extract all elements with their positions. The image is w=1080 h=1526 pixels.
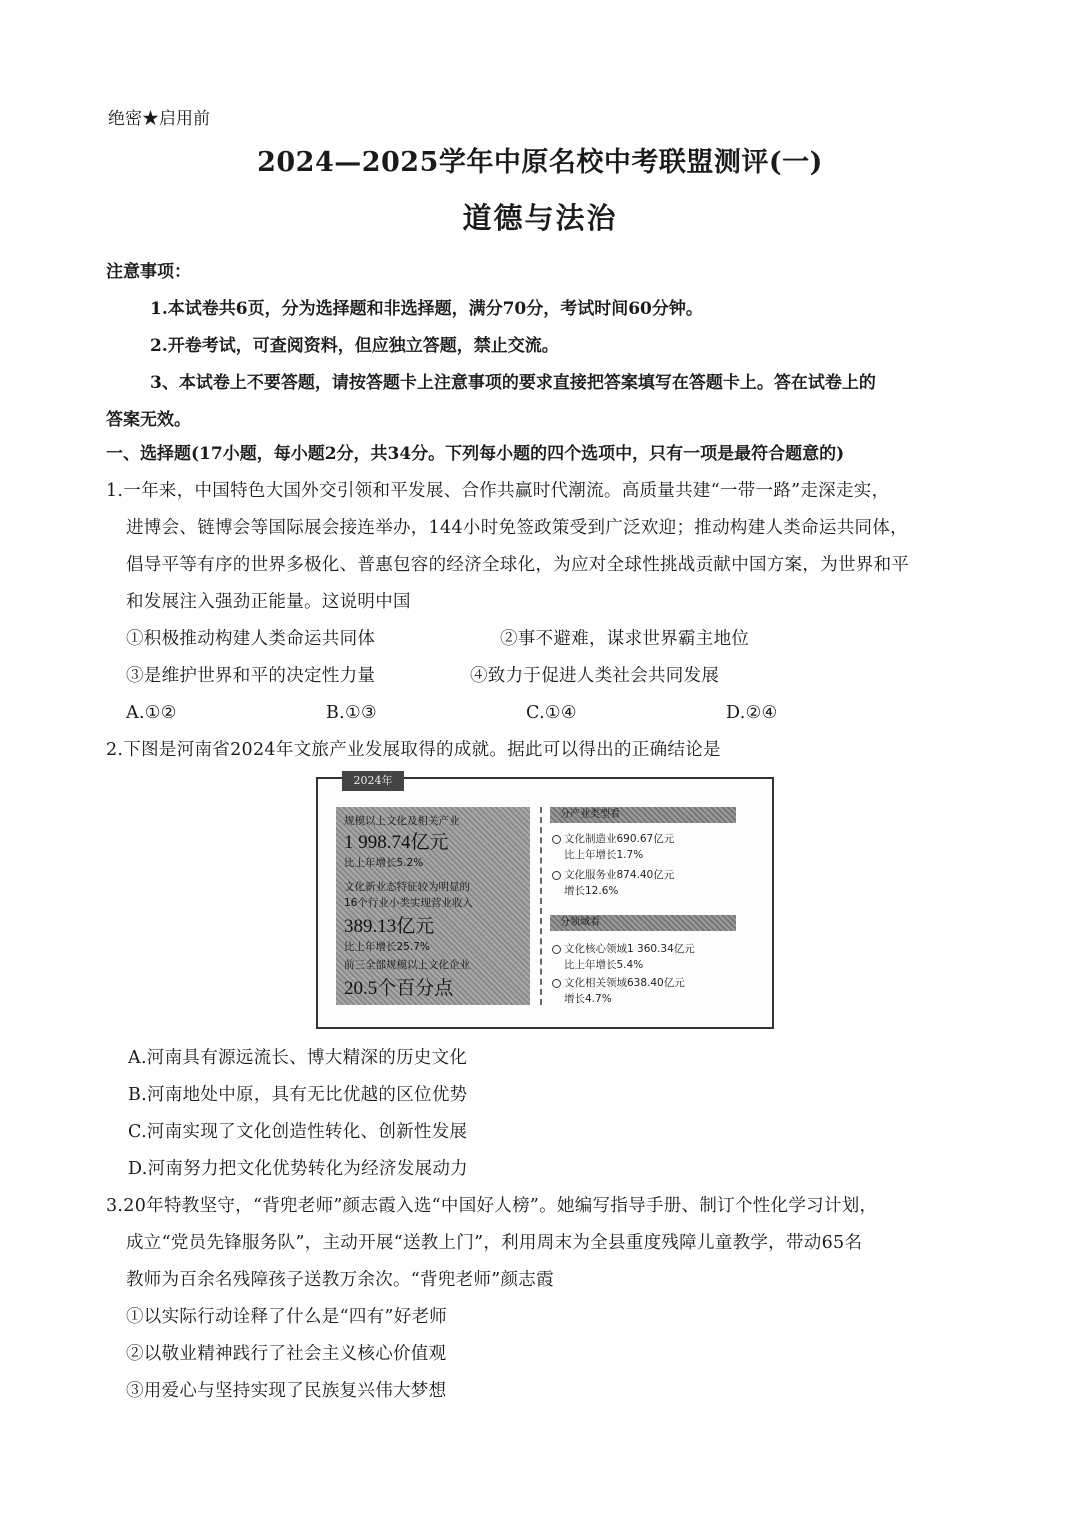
infographic-text: 规模以上文化及相关产业 bbox=[344, 815, 460, 827]
infographic-text: 比上年增长5.2% bbox=[344, 857, 424, 869]
question-1 bbox=[106, 473, 986, 769]
infographic-text: 文化新业态特征较为明显的 bbox=[344, 881, 470, 893]
statement: ③是维护世界和平的决定性力量 bbox=[126, 666, 376, 686]
exam-title: 2024—2025学年中原名校中考联盟测评(一) bbox=[257, 147, 823, 178]
statement: ②以敬业精神践行了社会主义核心价值观 bbox=[126, 1344, 447, 1364]
infographic-item bbox=[552, 975, 685, 990]
item-label: 文化核心领域1 360.34亿元 bbox=[564, 943, 695, 955]
infographic-item-sub bbox=[552, 991, 612, 1006]
band-label: 分领域看 bbox=[560, 917, 600, 928]
item-growth: 比上年增长5.4% bbox=[564, 959, 644, 971]
henan-culture-infographic bbox=[316, 774, 774, 1029]
option-b[interactable]: B.①③ bbox=[326, 703, 377, 723]
question-1-line: 倡导平等有序的世界多极化、普惠包容的经济全球化，为应对全球性挑战贡献中国方案，为世界和平 bbox=[126, 555, 910, 575]
infographic-item bbox=[552, 831, 674, 846]
note-item: 3、本试卷上不要答题，请按答题卡上注意事项的要求直接把答案填写在答题卡上。答在试卷上的 bbox=[150, 373, 876, 393]
note-item: 答案无效。 bbox=[106, 410, 191, 430]
question-1-line: 进博会、链博会等国际展会接连举办，144小时免签政策受到广泛欢迎；推动构建人类命运共同体， bbox=[126, 518, 908, 538]
item-growth: 比上年增长1.7% bbox=[564, 849, 644, 861]
infographic-text: 前三全部规模以上文化企业 bbox=[344, 959, 470, 971]
statement-row bbox=[106, 621, 986, 658]
question-1-line: 1.一年来，中国特色大国外交引领和平发展、合作共赢时代潮流。高质量共建“一带一路”走深走实， bbox=[106, 481, 890, 501]
bullet-icon bbox=[552, 835, 561, 844]
question-1-options bbox=[106, 695, 986, 732]
option-d[interactable]: D.河南努力把文化优势转化为经济发展动力 bbox=[128, 1159, 468, 1179]
infographic-item-sub bbox=[552, 883, 618, 898]
question-3-line: 3.20年特教坚守，“背兜老师”颜志霞入选“中国好人榜”。她编写指导手册、制订个性化学习计划， bbox=[106, 1196, 878, 1216]
confidential-mark: 绝密★启用前 bbox=[108, 109, 210, 129]
infographic-value: 20.5个百分点 bbox=[344, 978, 454, 999]
bullet-icon bbox=[552, 945, 561, 954]
infographic-detail-panel bbox=[550, 807, 740, 1007]
statement-row bbox=[106, 658, 986, 695]
infographic-text: 16个行业小类实现营业收入 bbox=[344, 897, 473, 909]
option-c[interactable]: C.①④ bbox=[526, 703, 577, 723]
infographic-item bbox=[552, 867, 674, 882]
infographic-text: 比上年增长25.7% bbox=[344, 941, 430, 953]
option-b[interactable]: B.河南地处中原，具有无比优越的区位优势 bbox=[128, 1085, 468, 1105]
statement: ①积极推动构建人类命运共同体 bbox=[126, 629, 376, 649]
item-growth: 增长12.6% bbox=[564, 885, 619, 897]
question-1-line: 和发展注入强劲正能量。这说明中国 bbox=[126, 592, 411, 612]
item-label: 文化相关领域638.40亿元 bbox=[564, 977, 685, 989]
band-label: 分产业类型看 bbox=[560, 809, 620, 820]
statement: ④致力于促进人类社会共同发展 bbox=[470, 666, 720, 686]
infographic-item-sub bbox=[552, 957, 643, 972]
question-3 bbox=[106, 1188, 986, 1410]
option-c[interactable]: C.河南实现了文化创造性转化、创新性发展 bbox=[128, 1122, 468, 1142]
band-domain bbox=[550, 915, 736, 931]
notes-heading: 注意事项： bbox=[106, 262, 191, 282]
infographic-divider bbox=[540, 807, 542, 1005]
infographic-value: 389.13亿元 bbox=[344, 916, 435, 937]
bullet-icon bbox=[552, 979, 561, 988]
infographic-tag: 2024年 bbox=[342, 771, 404, 791]
exam-subject: 道德与法治 bbox=[462, 201, 618, 235]
option-a[interactable]: A.①② bbox=[126, 703, 177, 723]
item-label: 文化制造业690.67亿元 bbox=[564, 833, 675, 845]
infographic-item bbox=[552, 941, 695, 956]
option-d[interactable]: D.②④ bbox=[726, 703, 778, 723]
statement: ②事不避难，谋求世界霸主地位 bbox=[500, 629, 750, 649]
band-industry-type bbox=[550, 807, 736, 823]
note-item: 1.本试卷共6页，分为选择题和非选择题，满分70分，考试时间60分钟。 bbox=[150, 299, 703, 319]
question-3-line: 成立“党员先锋服务队”，主动开展“送教上门”，利用周末为全县重度残障儿童教学，带动65名 bbox=[126, 1233, 863, 1253]
question-3-line: 教师为百余名残障孩子送教万余次。“背兜老师”颜志霞 bbox=[126, 1270, 554, 1290]
notes-section bbox=[106, 254, 986, 439]
note-item: 2.开卷考试，可查阅资料，但应独立答题，禁止交流。 bbox=[150, 336, 559, 356]
section-heading: 一、选择题(17小题，每小题2分，共34分。下列每小题的四个选项中，只有一项是最符合题意的) bbox=[106, 444, 845, 464]
item-label: 文化服务业874.40亿元 bbox=[564, 869, 675, 881]
infographic-summary-panel bbox=[336, 807, 530, 1005]
option-a[interactable]: A.河南具有源远流长、博大精深的历史文化 bbox=[128, 1048, 468, 1068]
statement: ③用爱心与坚持实现了民族复兴伟大梦想 bbox=[126, 1381, 447, 1401]
item-growth: 增长4.7% bbox=[564, 993, 612, 1005]
bullet-icon bbox=[552, 871, 561, 880]
infographic-item-sub bbox=[552, 847, 643, 862]
question-2-options bbox=[106, 1040, 1008, 1188]
infographic-value: 1 998.74亿元 bbox=[344, 832, 449, 853]
statement: ①以实际行动诠释了什么是“四有”好老师 bbox=[126, 1307, 448, 1327]
question-2-stem: 2.下图是河南省2024年文旅产业发展取得的成就。据此可以得出的正确结论是 bbox=[106, 740, 721, 760]
